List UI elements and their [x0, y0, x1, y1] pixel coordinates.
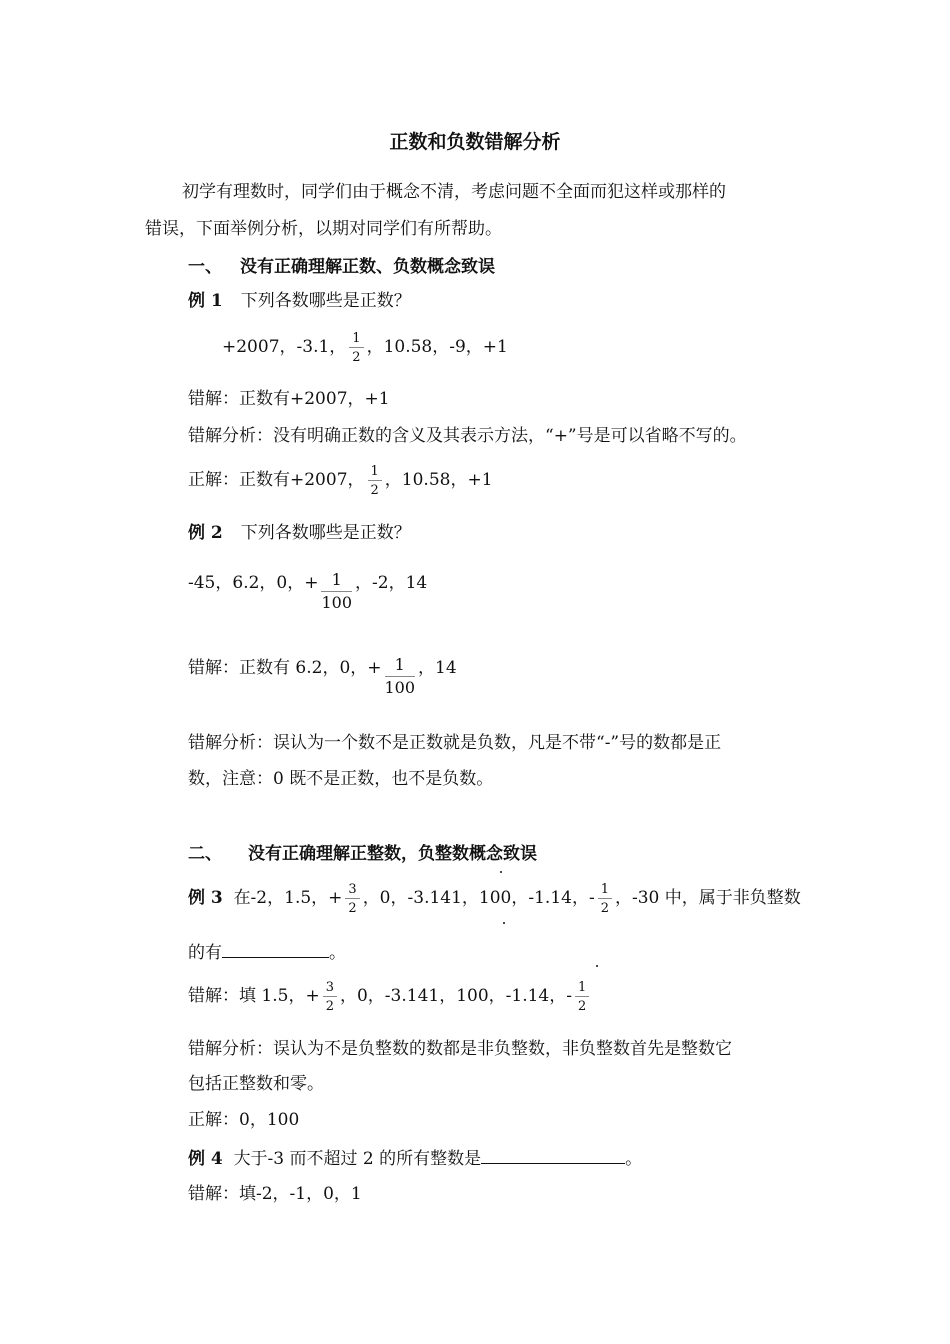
fraction-one-hundredth: $\frac{1}{100}$ — [384, 655, 416, 697]
intro-line-1: 初学有理数时，同学们由于概念不清，考虑问题不全面而犯这样或那样的 — [182, 182, 726, 202]
example-1-question — [188, 290, 411, 312]
section-2-title: 没有正确理解正整数，负整数概念致误 — [248, 844, 537, 864]
example-3-analysis-line-2: 包括正整数和零。 — [188, 1074, 324, 1094]
section-2-number: 二、 — [188, 844, 222, 864]
section-2-heading — [188, 843, 537, 865]
fraction-one-half: $\frac{1}{2}$ — [368, 465, 382, 497]
answer-blank[interactable] — [481, 1147, 625, 1164]
fraction-three-halves: $\frac{3}{2}$ — [345, 883, 359, 915]
section-1-number: 一、 — [188, 257, 222, 277]
example-1-analysis: 错解分析：没有明确正数的含义及其表示方法，“+”号是可以省略不写的。 — [188, 426, 747, 446]
example-1-number-list: +2007，-3.1， $\frac{1}{2}$ ，10.58，-9，+1 — [222, 330, 508, 365]
example-2-analysis-line-2: 数，注意：0 既不是正数，也不是负数。 — [188, 769, 494, 789]
fraction-one-half: $\frac{1}{2}$ — [598, 883, 612, 915]
example-1-label: 例 1 — [188, 291, 223, 311]
example-2-number-list: -45，6.2，0，+ $\frac{1}{100}$ ，-2，14 — [188, 570, 428, 612]
fraction-one-hundredth: $\frac{1}{100}$ — [321, 570, 353, 612]
example-3-correct-answer: 正解：0，100 — [188, 1110, 300, 1130]
section-1-title: 没有正确理解正数、负数概念致误 — [240, 257, 495, 277]
answer-blank[interactable] — [222, 941, 329, 958]
example-3-analysis-line-1: 错解分析：误认为不是负整数的数都是非负整数，非负整数首先是整数它 — [188, 1039, 732, 1059]
example-2-text: 下列各数哪些是正数？ — [240, 523, 411, 543]
example-4-question: 例 4 大于-3 而不超过 2 的所有整数是 。 — [188, 1149, 643, 1169]
example-3-label: 例 3 — [188, 888, 223, 908]
repeating-decimal-dot — [596, 965, 598, 967]
intro-line-2: 错误，下面举例分析，以期对同学们有所帮助。 — [145, 219, 502, 239]
example-3-question-line-2: 的有 。 — [188, 943, 346, 963]
example-2-label: 例 2 — [188, 523, 223, 543]
page-title: 正数和负数错解分析 — [389, 131, 561, 153]
example-4-label: 例 4 — [188, 1149, 223, 1169]
example-2-wrong-answer: 错解：正数有 6.2，0，+ $\frac{1}{100}$ ，14 — [188, 655, 457, 697]
section-1-heading — [188, 256, 495, 278]
example-3-question: 例 3 在-2，1.5，+ $\frac{3}{2}$ ，0，-3.141，100，-1.14，- $\frac{1}{2}$ ，-30 中，属于非负整数 — [188, 881, 801, 916]
example-4-wrong-answer: 错解：填-2，-1，0，1 — [188, 1184, 362, 1204]
example-1-correct-answer: 正解：正数有+2007， $\frac{1}{2}$ ，10.58，+1 — [188, 463, 493, 498]
example-1-text: 下列各数哪些是正数？ — [240, 291, 411, 311]
repeating-decimal-dot — [503, 922, 505, 924]
example-3-wrong-answer: 错解：填 1.5，+ $\frac{3}{2}$ ，0，-3.141，100，-1.14，- $\frac{1}{2}$ — [188, 976, 592, 1016]
repeating-decimal-dot — [500, 871, 502, 873]
fraction-three-halves: $\frac{3}{2}$ — [323, 981, 337, 1013]
example-2-question — [188, 522, 411, 544]
example-2-analysis-line-1: 错解分析：误认为一个数不是正数就是负数，凡是不带“-”号的数都是正 — [188, 733, 722, 753]
fraction-one-half: $\frac{1}{2}$ — [575, 981, 589, 1013]
fraction-one-half: $\frac{1}{2}$ — [349, 332, 363, 364]
example-1-wrong-answer: 错解：正数有+2007，+1 — [188, 389, 390, 409]
